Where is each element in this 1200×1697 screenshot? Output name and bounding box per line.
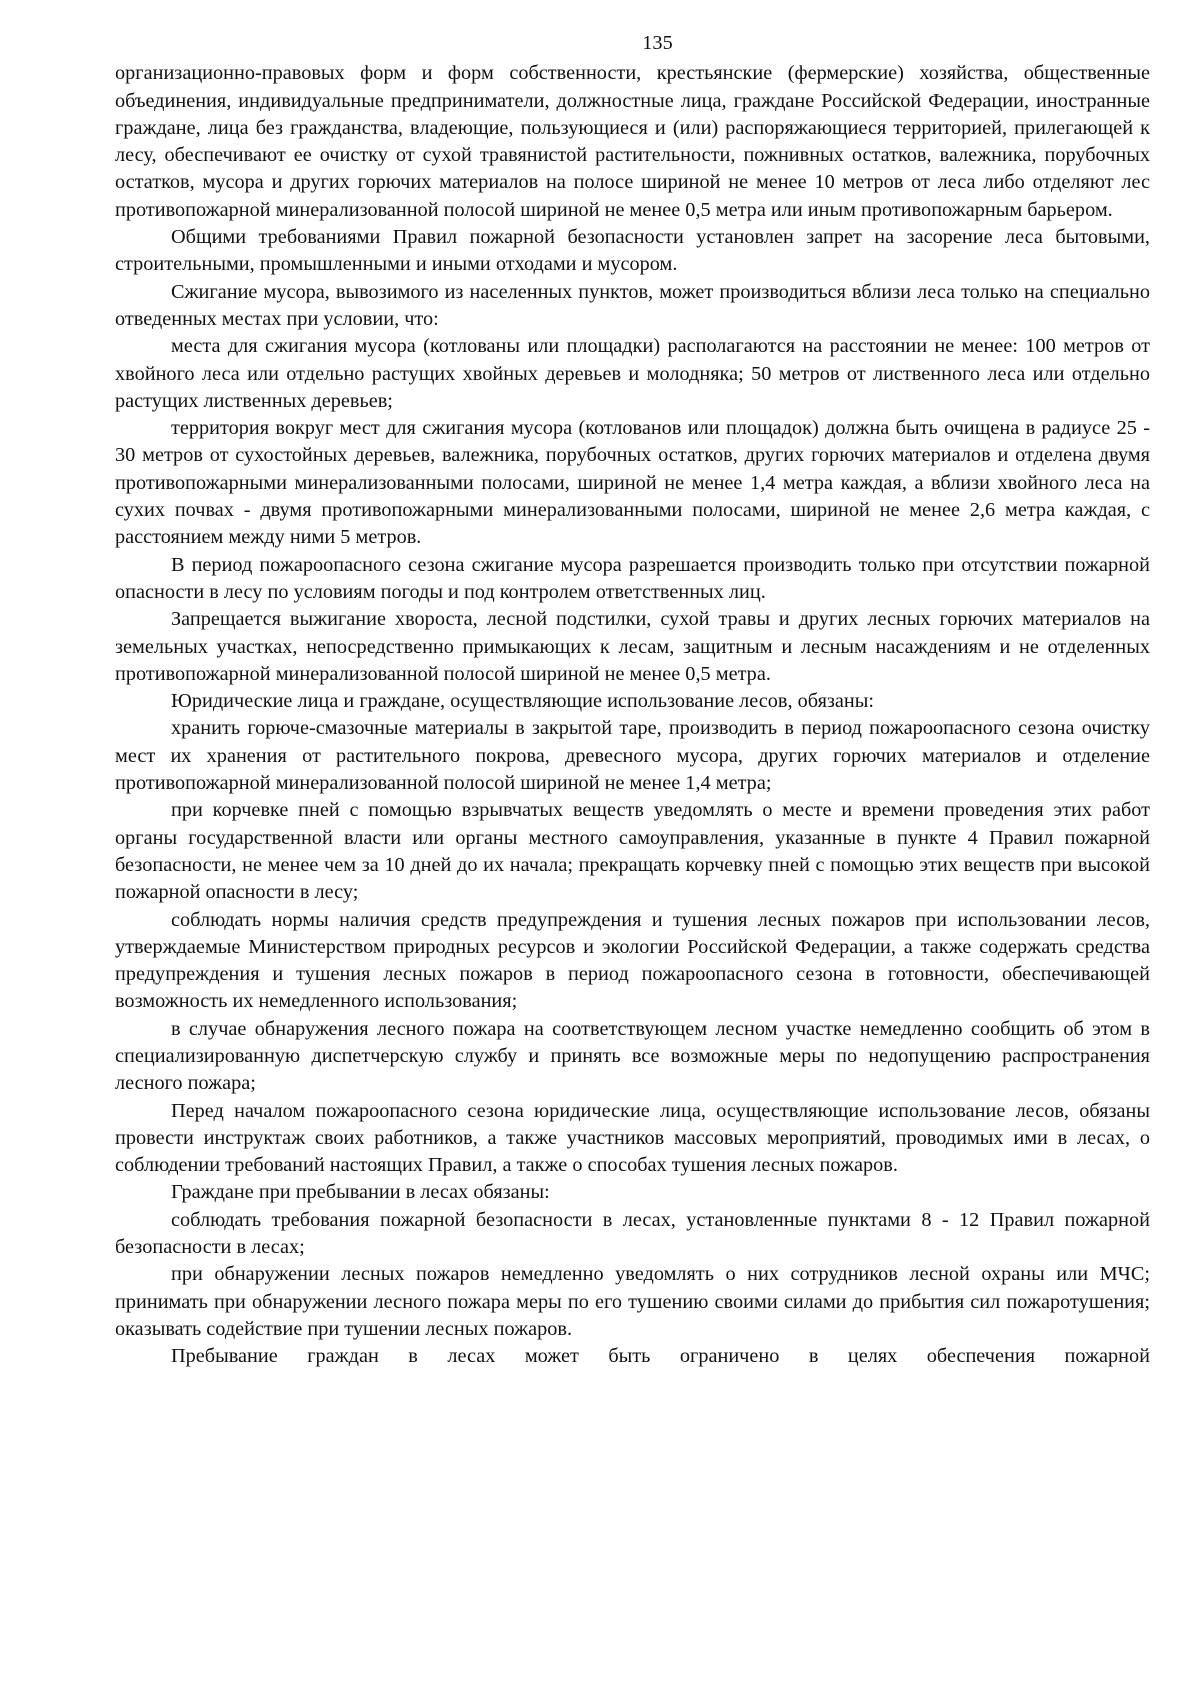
paragraph: территория вокруг мест для сжигания мусора (котлованов или площадок) должна быть очищена в радиусе 25 - 30 метров от сухостойных деревьев, валежника, порубочных остатков, других горючих материалов и отделена двумя противопожарными минерализованными полосами, шириной не менее 1,4 метра каждая, а вблизи хвойного леса на сухих почвах - двумя противопожарными минерализованными полосами, шириной не менее 2,6 метра каждая, с расстоянием между ними 5 метров.: [115, 417, 1150, 549]
paragraph: Граждане при пребывании в лесах обязаны:: [171, 1181, 550, 1204]
paragraph: организационно-правовых форм и форм собственности, крестьянские (фермерские) хозяйства, общественные объединения, индивидуальные предприниматели, должностные лица, граждане Российской Федерации, иностранные граждане, лица без гражданства, владеющие, пользующиеся и (или) распоряжающиеся территорией, прилегающей к лесу, обеспечивают ее очистку от сухой травянистой растительности, пожнивных остатков, валежника, порубочных остатков, мусора и других горючих материалов на полосе шириной не менее 10 метров от леса либо отделяют лес противопожарной минерализованной полосой шириной не менее 0,5 метра или иным противопожарным барьером.: [115, 62, 1150, 221]
paragraph: В период пожароопасного сезона сжигание мусора разрешается производить только при отсутствии пожарной опасности в лесу по условиям погоды и под контролем ответственных лиц.: [115, 553, 1150, 603]
paragraph: в случае обнаружения лесного пожара на соответствующем лесном участке немедленно сообщить об этом в специализированную диспетчерскую службу и принять все возможные меры по недопущению распространения лесного пожара;: [115, 1017, 1150, 1095]
paragraph: места для сжигания мусора (котлованы или площадки) располагаются на расстоянии не менее: 100 метров от хвойного леса или отдельно растущих хвойных деревьев и молодняка; 50 метров от лиственного леса или отдельно растущих лиственных деревьев;: [115, 335, 1150, 412]
paragraph: Запрещается выжигание хвороста, лесной подстилки, сухой травы и других лесных горючих материалов на земельных участках, непосредственно примыкающих к лесам, защитным и лесным насаждениям и не отделенных противопожарной минерализованной полосой шириной не менее 0,5 метра.: [115, 608, 1150, 685]
paragraph: хранить горюче-смазочные материалы в закрытой таре, производить в период пожароопасного сезона очистку мест их хранения от растительного покрова, древесного мусора, других горючих материалов и отделение противопожарной минерализованной полосой шириной не менее 1,4 метра;: [115, 717, 1150, 795]
paragraph: Юридические лица и граждане, осуществляющие использование лесов, обязаны:: [171, 690, 875, 713]
paragraph: Пребывание граждан в лесах может быть ограничено в целях обеспечения пожарной: [171, 1345, 1150, 1368]
paragraph: Общими требованиями Правил пожарной безопасности установлен запрет на засорение леса бытовыми, строительными, промышленными и иными отходами и мусором.: [115, 226, 1150, 276]
paragraph: соблюдать нормы наличия средств предупреждения и тушения лесных пожаров при использовании лесов, утверждаемые Министерством природных ресурсов и экологии Российской Федерации, а также содержать средства предупреждения и тушения лесных пожаров в период пожароопасного сезона в готовности, обеспечивающей возможность их немедленного использования;: [115, 908, 1150, 1013]
document-page: [115, 30, 1150, 1371]
paragraph: при обнаружении лесных пожаров немедленно уведомлять о них сотрудников лесной охраны или МЧС; принимать при обнаружении лесного пожара меры по его тушению своими силами до прибытия сил пожаротушения; оказывать содействие при тушении лесных пожаров.: [115, 1263, 1150, 1340]
paragraph: при корчевке пней с помощью взрывчатых веществ уведомлять о месте и времени проведения этих работ органы государственной власти или органы местного самоуправления, указанные в пункте 4 Правил пожарной безопасности, не менее чем за 10 дней до их начала; прекращать корчевку пней с помощью этих веществ при высокой пожарной опасности в лесу;: [115, 799, 1150, 904]
page-number: 135: [642, 32, 673, 54]
paragraph: Перед началом пожароопасного сезона юридические лица, осуществляющие использование лесов, обязаны провести инструктаж своих работников, а также участников массовых мероприятий, проводимых ими в лесах, о соблюдении требований настоящих Правил, а также о способах тушения лесных пожаров.: [115, 1099, 1150, 1177]
paragraph: соблюдать требования пожарной безопасности в лесах, установленные пунктами 8 - 12 Правил пожарной безопасности в лесах;: [115, 1208, 1150, 1259]
paragraph: Сжигание мусора, вывозимого из населенных пунктов, может производиться вблизи леса только на специально отведенных местах при условии, что:: [115, 280, 1150, 330]
